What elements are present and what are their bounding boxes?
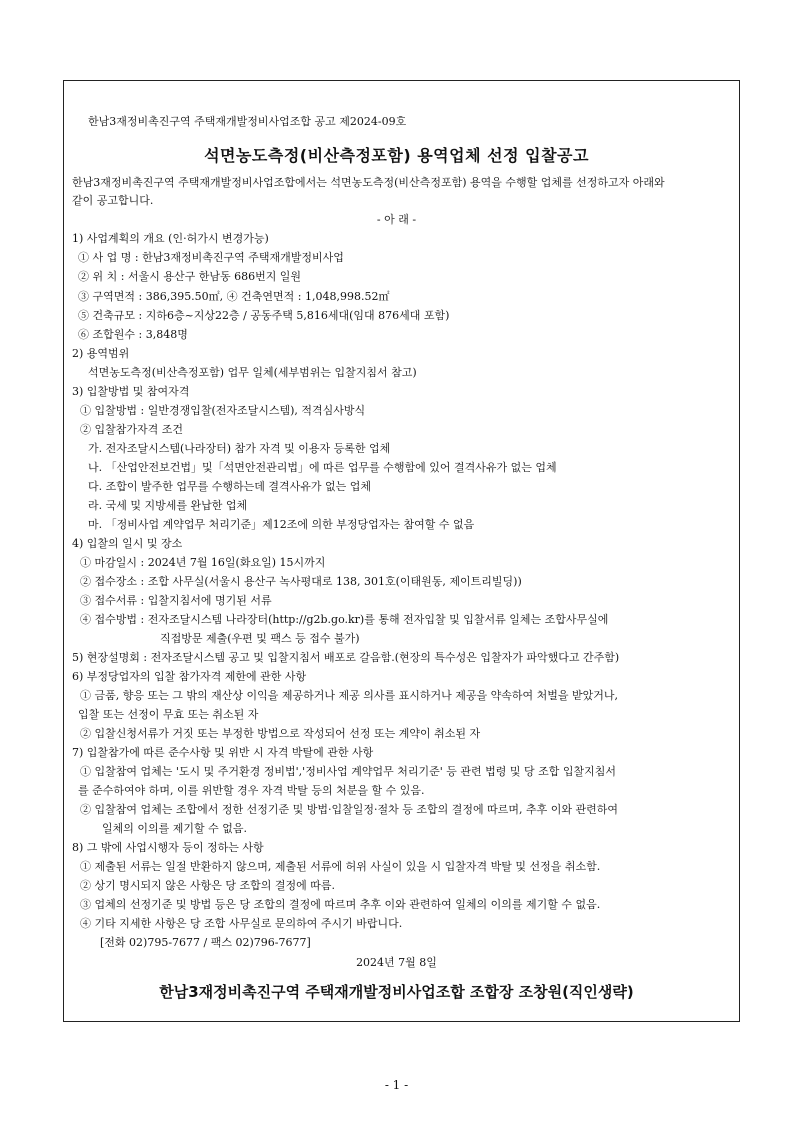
section-heading: 2) 용역범위 — [72, 347, 130, 360]
signature-line: 한남3재정비촉진구역 주택재개발정비사업조합 조합장 조창원(직인생략) — [159, 983, 634, 1001]
list-item: ⑥ 조합원수 : 3,848명 — [78, 328, 188, 341]
section-heading: 3) 입찰방법 및 참여자격 — [72, 385, 190, 398]
list-item: 마. 「정비사업 계약업무 처리기준」제12조에 의한 부정당업자는 참여할 수 없음 — [88, 518, 475, 531]
list-item: ① 입찰방법 : 일반경쟁입찰(전자조달시스템), 적격심사방식 — [80, 404, 366, 417]
list-item: ④ 접수방법 : 전자조달시스템 나라장터(http://g2b.go.kr)를 통해 전자입찰 및 입찰서류 일체는 조합사무실에 — [80, 613, 609, 626]
list-item: 라. 국세 및 지방세를 완납한 업체 — [88, 499, 248, 512]
list-item: ② 입찰신청서류가 거짓 또는 부정한 방법으로 작성되어 선정 또는 계약이 취소된 자 — [80, 727, 481, 740]
list-item: 가. 전자조달시스템(나라장터) 참가 자격 및 이용자 등록한 업체 — [88, 442, 391, 455]
section-heading: 1) 사업계획의 개요 (인·허가시 변경가능) — [72, 232, 269, 245]
list-item: ② 접수장소 : 조합 사무실(서울시 용산구 녹사평대로 138, 301호(이태원동, 제이트리빌딩)) — [80, 575, 522, 588]
page-number: - 1 - — [384, 1078, 409, 1092]
list-item: ② 입찰참가자격 조건 — [80, 423, 184, 436]
list-item: ① 사 업 명 : 한남3재정비촉진구역 주택재개발정비사업 — [78, 251, 344, 264]
section-heading: 6) 부정당업자의 입찰 참가자격 제한에 관한 사항 — [72, 670, 307, 683]
list-item: ③ 구역면적 : 386,395.50㎡, ④ 건축연면적 : 1,048,998.52㎡ — [78, 290, 390, 303]
list-item-continuation: 일체의 이의를 제기할 수 없음. — [102, 822, 247, 835]
list-item: ② 입찰참여 업체는 조합에서 정한 선정기준 및 방법·입찰일정·절차 등 조합의 결정에 따르며, 추후 이와 관련하여 — [80, 803, 618, 816]
intro-line: 한남3재정비촉진구역 주택재개발정비사업조합에서는 석면농도측정(비산측정포함) 용역을 수행할 업체를 선정하고자 아래와 — [72, 176, 665, 189]
section-heading: 8) 그 밖에 사업시행자 등이 정하는 사항 — [72, 841, 264, 854]
list-item: ① 마감일시 : 2024년 7월 16일(화요일) 15시까지 — [80, 556, 326, 569]
list-item-continuation: 직접방문 제출(우편 및 팩스 등 접수 불가) — [160, 632, 360, 645]
list-item: 나. 「산업안전보건법」및「석면안전관리법」에 따른 업무를 수행함에 있어 결격사유가 없는 업체 — [88, 461, 557, 474]
list-item: ③ 접수서류 : 입찰지침서에 명기된 서류 — [80, 594, 272, 607]
list-item: ① 제출된 서류는 일절 반환하지 않으며, 제출된 서류에 허위 사실이 있을 시 입찰자격 박탈 및 선정을 취소함. — [80, 860, 601, 873]
list-item: ⑤ 건축규모 : 지하6층~지상22층 / 공동주택 5,816세대(임대 876세대 포함) — [78, 309, 450, 322]
list-item: ④ 기타 지세한 사항은 당 조합 사무실로 문의하여 주시기 바랍니다. — [80, 917, 403, 930]
notice-title: 석면농도측정(비산측정포함) 용역업체 선정 입찰공고 — [204, 146, 589, 165]
section-heading: 7) 입찰참가에 따른 준수사항 및 위반 시 자격 박탈에 관한 사항 — [72, 746, 374, 759]
notice-date: 2024년 7월 8일 — [356, 956, 437, 969]
list-item: ② 상기 명시되지 않은 사항은 당 조합의 결정에 따름. — [80, 879, 335, 892]
list-item: ① 금품, 향응 또는 그 밖의 재산상 이익을 제공하거나 제공 의사를 표시하거나 제공을 약속하여 처벌을 받았거나, — [80, 689, 618, 702]
list-item-continuation: 입찰 또는 선정이 무효 또는 취소된 자 — [78, 708, 259, 721]
section-heading: 4) 입찰의 일시 및 장소 — [72, 537, 183, 550]
notice-number: 한남3재정비촉진구역 주택재개발정비사업조합 공고 제2024-09호 — [88, 115, 407, 128]
below-marker: - 아 래 - — [376, 213, 417, 226]
intro-line: 같이 공고합니다. — [72, 194, 154, 207]
list-item-continuation: 를 준수하여야 하며, 이를 위반할 경우 자격 박탈 등의 처분을 할 수 있음. — [78, 784, 425, 797]
list-item: ③ 업체의 선정기준 및 방법 등은 당 조합의 결정에 따르며 추후 이와 관련하여 일체의 이의를 제기할 수 없음. — [80, 898, 601, 911]
section-heading: 5) 현장설명회 : 전자조달시스템 공고 및 입찰지침서 배포로 갈음함.(현장의 특수성은 입찰자가 파악했다고 간주함) — [72, 651, 620, 664]
list-item: ② 위 치 : 서울시 용산구 한남동 686번지 일원 — [78, 270, 302, 283]
list-item: ① 입찰참여 업체는 '도시 및 주거환경 정비법','정비사업 계약업무 처리기준' 등 관련 법령 및 당 조합 입찰지침서 — [80, 765, 616, 778]
list-item: 다. 조합이 발주한 업무를 수행하는데 결격사유가 없는 업체 — [88, 480, 371, 493]
contact-info: [전화 02)795-7677 / 팩스 02)796-7677] — [100, 936, 311, 949]
list-item: 석면농도측정(비산측정포함) 업무 일체(세부범위는 입찰지침서 참고) — [88, 366, 417, 379]
